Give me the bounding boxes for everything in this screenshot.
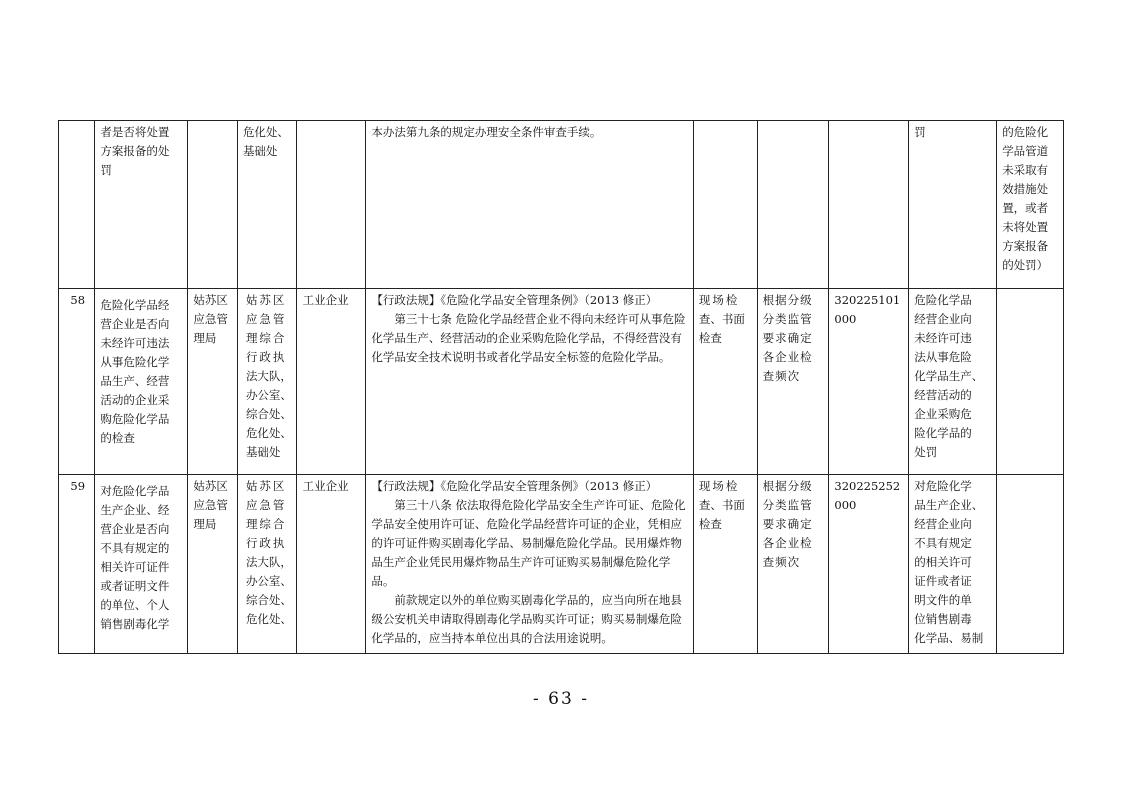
unit-line: 行政执 [245,350,287,364]
unit-line: 应急管 [245,312,287,326]
freq-line: 根据分级 [762,479,813,493]
basis-line: 的相关许可 [914,555,972,569]
basis-line: 对危险化学 [914,479,972,493]
unit-line: 基础处 [242,144,278,158]
code-cell: 320225252000 [829,475,909,654]
row-number: 58 [59,289,95,475]
table-row [59,121,1064,289]
remark-line: 置，或者 [1002,201,1049,215]
unit-line: 姑苏区 [245,293,287,307]
basis-line: 经营企业向 [914,517,972,531]
item-line: 营企业是否向 [100,522,170,536]
freq-line: 各企业检 [762,350,813,364]
unit-line: 应急管 [245,498,287,512]
basis-line: 证件或者证 [914,574,972,588]
basis-line: 经营活动的 [914,388,972,402]
enforcement-table [58,120,1064,654]
unit-cell [237,289,296,475]
remark-cell [997,289,1064,475]
method-line: 查、书面 [698,312,745,326]
method-line: 检查 [698,517,722,531]
row-number: 59 [59,475,95,654]
item-line: 相关许可证件 [100,560,170,574]
unit-line: 危化处、 [242,125,289,139]
unit-line: 法大队， [245,369,292,383]
remark-cell [997,121,1064,289]
law-cell [366,475,694,654]
remark-line: 的处罚） [1002,258,1049,272]
item-line: 的单位、个人 [100,598,170,612]
law-article: 第三十八条 依法取得危险化学品安全生产许可证、危险化学品安全使用许可证、危险化学品经营许可证的企业，凭相应的许可证件购买剧毒化学品、易制爆危险化学品。民用爆炸物品生产企业凭民用爆炸物品生产许可证购买易制爆危险化学品。 [371,498,686,588]
basis-line: 未经许可违 [914,331,972,345]
remark-cell [997,475,1064,654]
basis-line: 法从事危险 [914,350,972,364]
method-cell [693,475,757,654]
basis-line: 企业采购危 [914,407,972,421]
basis-line: 罚 [914,125,926,139]
freq-line: 查频次 [762,555,801,569]
method-line: 检查 [698,331,722,345]
method-line: 查、书面 [698,498,745,512]
item-line: 罚 [100,163,112,177]
law-article: 前款规定以外的单位购买剧毒化学品的，应当向所在地县级公安机关申请取得剧毒化学品购买许可证；购买易制爆危险化学品的，应当持本单位出具的合法用途说明。 [371,593,682,645]
basis-line: 经营企业向 [914,312,972,326]
law-source: 【行政法规】《危险化学品安全管理条例》（2013 修正） [371,479,658,493]
freq-cell [757,289,829,475]
object-cell [296,121,366,289]
code-cell: 320225101000 [829,289,909,475]
freq-line: 分类监管 [762,312,813,326]
basis-cell [909,289,997,475]
dept-line: 理局 [193,517,217,531]
object-cell: 工业企业 [296,289,366,475]
unit-line: 综合处、 [245,407,292,421]
item-line: 销售剧毒化学 [100,617,170,631]
freq-cell [757,121,829,289]
freq-line: 要求确定 [762,517,813,531]
table-row [59,289,1064,475]
law-cell [366,121,694,289]
item-line: 对危险化学品 [100,484,170,498]
basis-line: 险化学品的 [914,426,972,440]
item-line: 不具有规定的 [100,541,170,555]
unit-line: 理综合 [245,331,287,345]
freq-line: 要求确定 [762,331,813,345]
code-cell [829,121,909,289]
remark-line: 学品管道 [1002,144,1049,158]
unit-line: 基础处 [245,445,281,459]
unit-cell [237,121,296,289]
unit-line: 行政执 [245,536,287,550]
method-cell [693,289,757,475]
basis-line: 化学品、易制 [914,631,984,645]
method-line: 现场检 [698,293,740,307]
basis-line: 化学品生产、 [914,369,984,383]
dept-cell [188,475,238,654]
basis-line: 不具有规定 [914,536,972,550]
dept-line: 姑苏区 [193,293,228,307]
item-line: 未经许可违法 [100,336,170,350]
item-line: 生产企业、经 [100,503,170,517]
basis-line: 明文件的单 [914,593,972,607]
unit-line: 综合处、 [245,593,292,607]
item-line: 从事危险化学 [100,355,170,369]
item-line: 的检查 [100,431,135,445]
item-line: 者是否将处置 [100,125,170,139]
law-source: 【行政法规】《危险化学品安全管理条例》（2013 修正） [371,293,658,307]
remark-line: 的危险化 [1002,125,1049,139]
row-number [59,121,95,289]
item-cell [95,475,188,654]
basis-cell [909,475,997,654]
dept-cell [188,121,238,289]
remark-line: 效措施处 [1002,182,1049,196]
freq-line: 各企业检 [762,536,813,550]
unit-line: 法大队， [245,555,292,569]
method-cell [693,121,757,289]
basis-cell [909,121,997,289]
item-line: 或者证明文件 [100,579,170,593]
table-row [59,475,1064,654]
freq-line: 查频次 [762,369,801,383]
item-cell [95,289,188,475]
item-cell [95,121,188,289]
unit-line: 危化处、 [245,612,292,626]
unit-line: 办公室、 [245,388,292,402]
item-line: 方案报备的处 [100,144,170,158]
remark-line: 方案报备 [1002,239,1049,253]
item-line: 危险化学品经 [100,298,170,312]
unit-line: 危化处、 [245,426,292,440]
item-line: 营企业是否向 [100,317,170,331]
unit-cell [237,475,296,654]
basis-line: 品生产企业、 [914,498,984,512]
object-cell: 工业企业 [296,475,366,654]
item-line: 活动的企业采 [100,393,170,407]
unit-line: 姑苏区 [245,479,287,493]
law-article: 第三十七条 危险化学品经营企业不得向未经许可从事危险化学品生产、经营活动的企业采购危险化学品，不得经营没有化学品安全技术说明书或者化学品安全标签的危险化学品。 [371,312,686,364]
item-line: 购危险化学品 [100,412,170,426]
law-cell [366,289,694,475]
dept-line: 姑苏区 [193,479,228,493]
freq-line: 根据分级 [762,293,813,307]
page-number: - 63 - [533,689,589,709]
freq-line: 分类监管 [762,498,813,512]
basis-line: 位销售剧毒 [914,612,972,626]
dept-line: 理局 [193,331,217,345]
basis-line: 处罚 [914,445,938,459]
basis-line: 危险化学品 [914,293,972,307]
method-line: 现场检 [698,479,740,493]
dept-line: 应急管 [193,498,228,512]
freq-cell [757,475,829,654]
dept-cell [188,289,238,475]
unit-line: 办公室、 [245,574,292,588]
unit-line: 理综合 [245,517,287,531]
law-text: 本办法第九条的规定办理安全条件审查手续。 [371,125,602,139]
dept-line: 应急管 [193,312,228,326]
remark-line: 未将处置 [1002,220,1049,234]
item-line: 品生产、经营 [100,374,170,388]
remark-line: 未采取有 [1002,163,1049,177]
